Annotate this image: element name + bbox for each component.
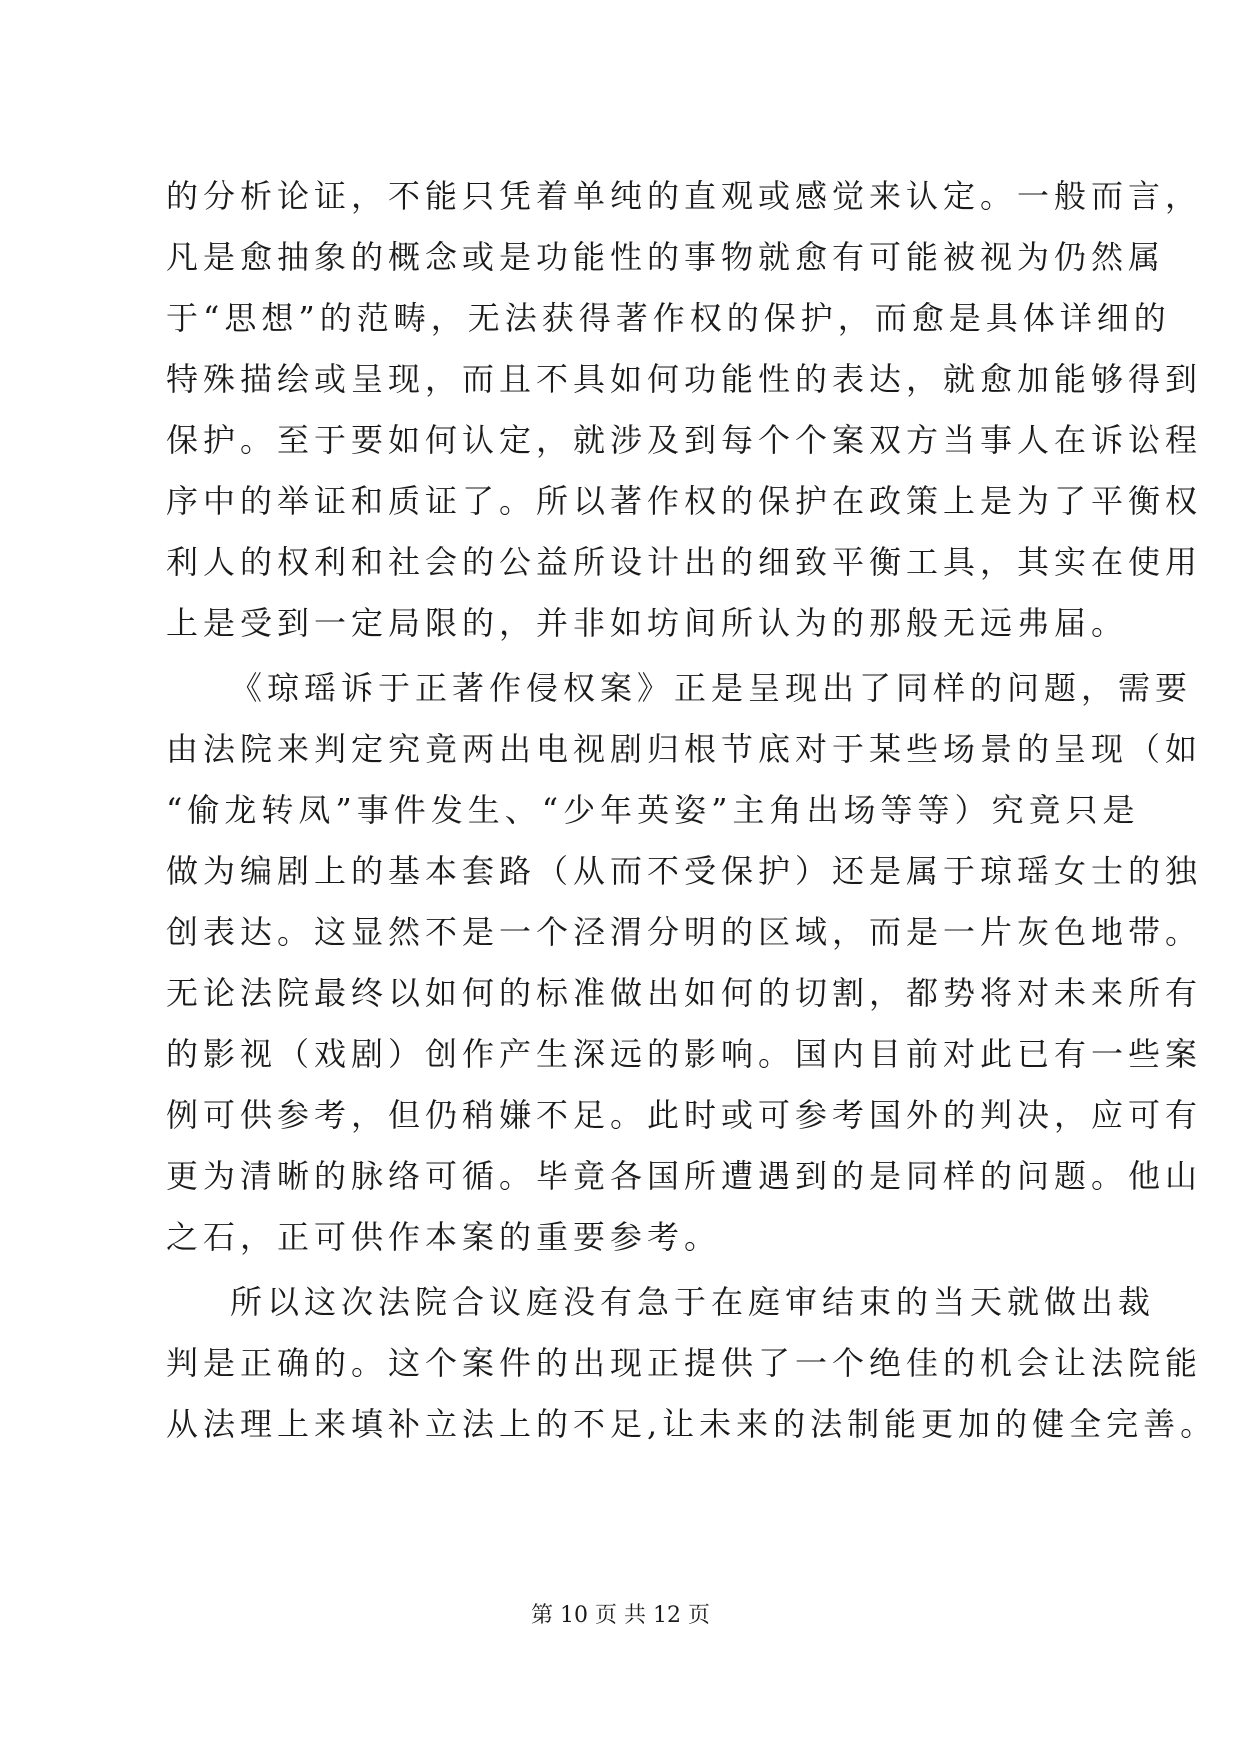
text-line: 无论法院最终以如何的标准做出如何的切割，都势将对未来所有 <box>166 974 1203 1012</box>
text-line: 上是受到一定局限的，并非如坊间所认为的那般无远弗届。 <box>166 604 1129 642</box>
text-line: 的影视（戏剧）创作产生深远的影响。国内目前对此已有一些案 <box>166 1035 1203 1073</box>
text-line: 保护。至于要如何认定，就涉及到每个个案双方当事人在诉讼程 <box>166 421 1203 459</box>
text-line: 例可供参考，但仍稍嫌不足。此时或可参考国外的判决，应可有 <box>166 1096 1203 1134</box>
paragraph <box>166 1272 1218 1455</box>
page-footer: 第 10 页 共 12 页 <box>531 1603 710 1628</box>
text-line: 序中的举证和质证了。所以著作权的保护在政策上是为了平衡权 <box>166 482 1203 520</box>
text-line: 所以这次法院合议庭没有急于在庭审结束的当天就做出裁 <box>230 1283 1156 1321</box>
document-body <box>166 166 1218 1455</box>
text-line: 特殊描绘或呈现，而且不具如何功能性的表达，就愈加能够得到 <box>166 360 1203 398</box>
text-line: “偷龙转凤”事件发生、“少年英姿”主角出场等等）究竟只是 <box>166 791 1140 829</box>
text-line: 凡是愈抽象的概念或是功能性的事物就愈有可能被视为仍然属 <box>166 238 1166 276</box>
text-line: 的分析论证，不能只凭着单纯的直观或感觉来认定。一般而言， <box>166 177 1203 215</box>
paragraph <box>166 658 1203 1268</box>
text-line: 创表达。这显然不是一个泾渭分明的区域，而是一片灰色地带。 <box>166 913 1203 951</box>
text-line: 于“思想”的范畴，无法获得著作权的保护，而愈是具体详细的 <box>166 299 1171 337</box>
paragraph <box>166 166 1203 654</box>
text-line: 做为编剧上的基本套路（从而不受保护）还是属于琼瑶女士的独 <box>166 852 1203 890</box>
text-line: 由法院来判定究竟两出电视剧归根节底对于某些场景的呈现（如 <box>166 730 1203 768</box>
text-line: 《琼瑶诉于正著作侵权案》正是呈现出了同样的问题，需要 <box>230 669 1193 707</box>
text-line: 从法理上来填补立法上的不足,让未来的法制能更加的健全完善。 <box>166 1405 1218 1443</box>
text-line: 更为清晰的脉络可循。毕竟各国所遭遇到的是同样的问题。他山 <box>166 1157 1203 1195</box>
text-line: 之石，正可供作本案的重要参考。 <box>166 1218 722 1256</box>
text-line: 利人的权利和社会的公益所设计出的细致平衡工具，其实在使用 <box>166 543 1203 581</box>
text-line: 判是正确的。这个案件的出现正提供了一个绝佳的机会让法院能 <box>166 1344 1203 1382</box>
